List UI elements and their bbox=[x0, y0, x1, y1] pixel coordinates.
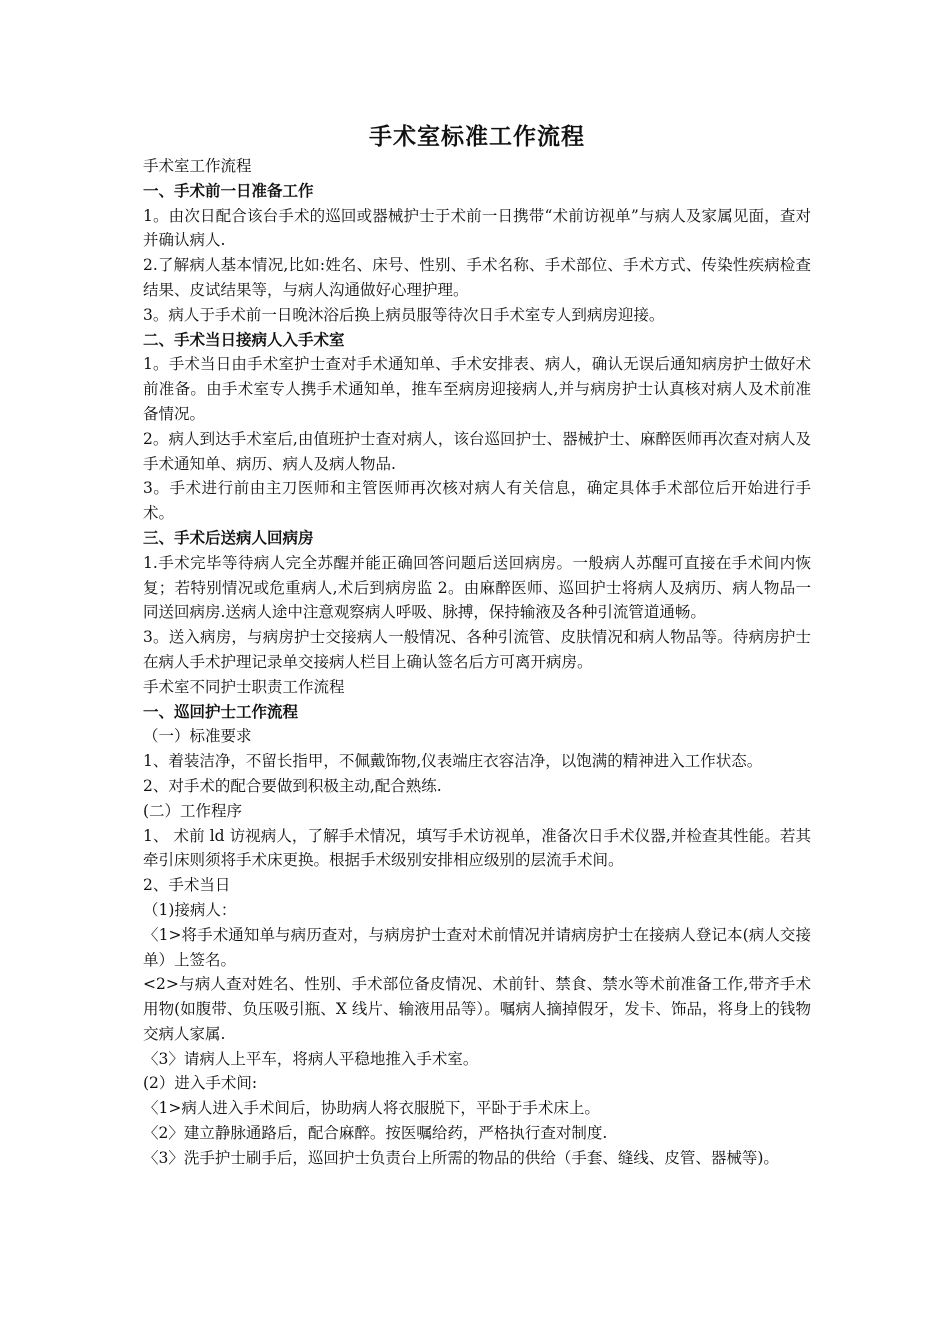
paragraph: (2）进入手术间: bbox=[143, 1074, 258, 1093]
paragraph: 2.了解病人基本情况,比如:姓名、床号、性别、手术名称、手术部位、手术方式、传染性疾病检查结果、皮试结果等，与病人沟通做好心理护理。 bbox=[143, 256, 811, 299]
paragraph: 1、着装洁净，不留长指甲，不佩戴饰物,仪表端庄衣容洁净，以饱满的精神进入工作状态。 bbox=[143, 752, 763, 771]
paragraph: （1)接病人： bbox=[143, 900, 237, 919]
paragraph: <2>与病人查对姓名、性别、手术部位备皮情况、术前针、禁食、禁水等术前准备工作,带齐手术用物(如腹带、负压吸引瓶、X 线片、输液用品等）。嘱病人摘掉假牙，发卡、饰品，将身上的钱物交病人家属. bbox=[143, 975, 811, 1043]
paragraph: 3。送入病房，与病房护士交接病人一般情况、各种引流管、皮肤情况和病人物品等。待病房护士在病人手术护理记录单交接病人栏目上确认签名后方可离开病房。 bbox=[143, 628, 811, 671]
section-heading: 二、手术当日接病人入手术室 bbox=[143, 329, 345, 349]
section-heading: 三、手术后送病人回病房 bbox=[143, 527, 314, 547]
paragraph: 2、手术当日 bbox=[143, 876, 231, 895]
paragraph: 1。由次日配合该台手术的巡回或器械护士于术前一日携带“术前访视单”与病人及家属见面，查对并确认病人. bbox=[143, 206, 811, 250]
paragraph: 3。手术进行前由主刀医师和主管医师再次核对病人有关信息，确定具体手术部位后开始进行手术。 bbox=[143, 479, 811, 523]
section-heading: 一、巡回护士工作流程 bbox=[143, 701, 299, 721]
paragraph: 3。病人于手术前一日晚沐浴后换上病员服等待次日手术室专人到病房迎接。 bbox=[143, 305, 665, 324]
paragraph: 〈1>病人进入手术间后，协助病人将衣服脱下，平卧于手术床上。 bbox=[143, 1099, 600, 1118]
paragraph: （一）标准要求 bbox=[143, 727, 252, 746]
section-heading: 一、手术前一日准备工作 bbox=[143, 180, 314, 200]
paragraph: 2、对手术的配合要做到积极主动,配合熟练. bbox=[143, 776, 442, 795]
paragraph: 1.手术完毕等待病人完全苏醒并能正确回答问题后送回病房。一般病人苏醒可直接在手术间内恢复；若特别情况或危重病人,术后到病房监 2。由麻醉医师、巡回护士将病人及病历、病人物品一同送回病房.送病人途中注意观察病人呼吸、脉搏，保持输液及各种引流管道通畅。 bbox=[143, 553, 811, 622]
document-page bbox=[143, 120, 811, 1171]
paragraph: 手术室工作流程 bbox=[143, 157, 252, 175]
paragraph: 〈2〉建立静脉通路后，配合麻醉。按医嘱给药，严格执行查对制度. bbox=[143, 1124, 608, 1143]
paragraph: 2。病人到达手术室后,由值班护士查对病人，该台巡回护士、器械护士、麻醉医师再次查对病人及手术通知单、病历、病人及病人物品. bbox=[143, 429, 811, 473]
paragraph: 手术室不同护士职责工作流程 bbox=[143, 677, 345, 696]
document-title: 手术室标准工作流程 bbox=[369, 123, 585, 150]
paragraph: 1、 术前 ld 访视病人，了解手术情况，填写手术访视单，准备次日手术仪器,并检查其性能。若其牵引床则须将手术床更换。根据手术级别安排相应级别的层流手术间。 bbox=[143, 826, 811, 870]
paragraph: 1。手术当日由手术室护士查对手术通知单、手术安排表、病人，确认无误后通知病房护士做好术前准备。由手术室专人携手术通知单，推车至病房迎接病人,并与病房护士认真核对病人及术前准备情况。 bbox=[143, 355, 811, 423]
paragraph: 〈1>将手术通知单与病历查对，与病房护士查对术前情况并请病房护士在接病人登记本(病人交接单）上签名。 bbox=[143, 925, 811, 969]
paragraph: (二）工作程序 bbox=[143, 801, 243, 820]
paragraph: 〈3〉请病人上平车，将病人平稳地推入手术室。 bbox=[143, 1049, 479, 1068]
document-body bbox=[143, 154, 811, 1171]
paragraph: 〈3〉洗手护士刷手后，巡回护士负责台上所需的物品的供给（手套、缝线、皮管、器械等)。 bbox=[143, 1148, 779, 1167]
